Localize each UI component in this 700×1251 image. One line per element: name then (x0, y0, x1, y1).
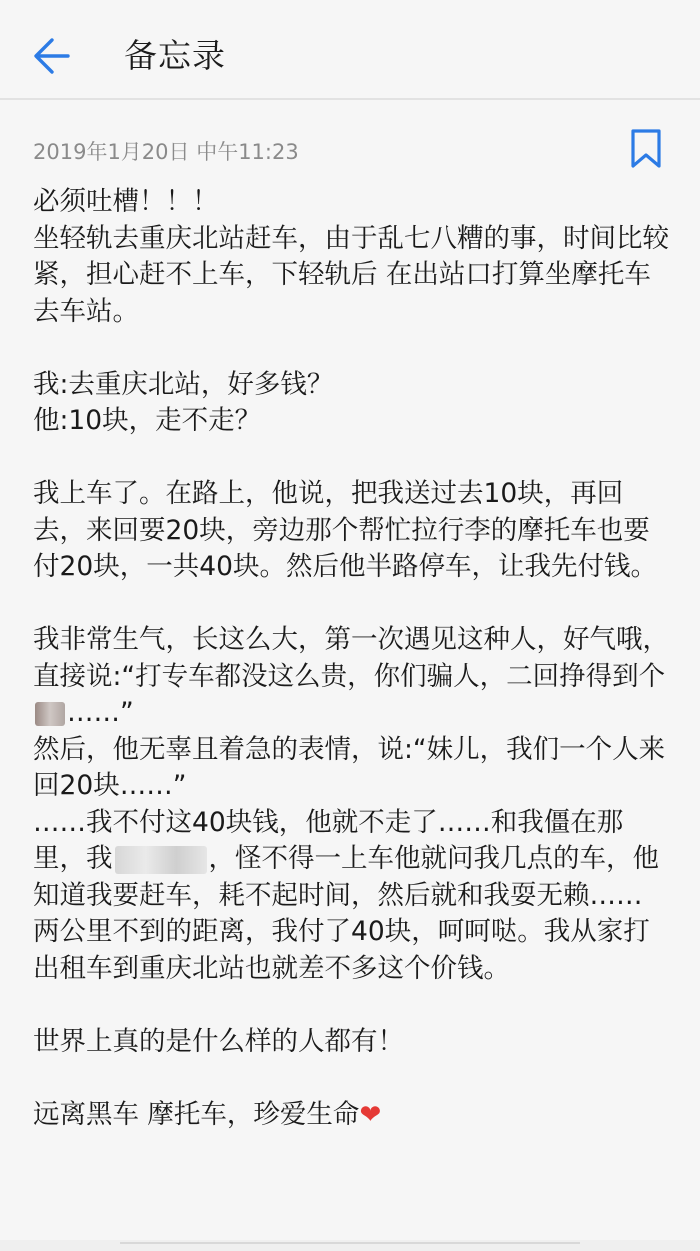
note-timestamp: 2019年1月20日 中午11:23 (33, 140, 299, 164)
bookmark-button[interactable] (628, 128, 664, 170)
bookmark-icon (628, 128, 664, 170)
app-bar (0, 0, 700, 100)
note-text-segment: ……” 然后，他无辜且着急的表情，说:“妹儿，我们一个人来回20块……” ……我不付这40块钱，他就不走了……和我僵在那里，我 (33, 697, 666, 874)
note-text-segment: 远离黑车 摩托车，珍爱生命 (33, 1098, 360, 1130)
note-paragraph-6 (33, 1097, 673, 1134)
note-paragraph-3: 我上车了。在路上，他说，把我送过去10块，再回去，来回要20块，旁边那个帮忙拉行李的摩托车也要付20块，一共40块。然后他半路停车，让我先付钱。 (33, 478, 657, 582)
back-button[interactable] (28, 30, 80, 82)
note-paragraph-2: 我:去重庆北站，好多钱？ 他:10块，走不走？ (33, 368, 334, 436)
note-paragraph-1: 必须吐槽！！！ 坐轻轨去重庆北站赶车，由于乱七八糟的事，时间比较紧，担心赶不上车，下轻轨后 在出站口打算坐摩托车去车站。 (33, 186, 669, 327)
note-paragraph-5: 世界上真的是什么样的人都有！ (33, 1025, 404, 1057)
redacted-blur (115, 846, 207, 874)
divider (120, 1242, 580, 1244)
heart-icon: ❤ (359, 1099, 382, 1130)
note-paragraph-4 (33, 622, 673, 987)
note-text-segment: ，怪不得一上车他就问我几点的车，他知道我要赶车，耗不起时间，然后就和我耍无赖…… 两公里不到的距离，我付了40块，呵呵哒。我从家打出租车到重庆北站也就差不多这个价钱。 (33, 843, 659, 984)
page-title: 备忘录 (124, 36, 226, 75)
note-meta-row (0, 128, 700, 178)
arrow-left-icon (28, 30, 80, 82)
redacted-blur (35, 702, 65, 726)
note-text-segment: 我非常生气，长这么大，第一次遇见这种人，好气哦，直接说:“打专车都没这么贵，你们骗人，二回挣得到个 (33, 624, 669, 692)
note-body[interactable] (33, 184, 673, 1133)
